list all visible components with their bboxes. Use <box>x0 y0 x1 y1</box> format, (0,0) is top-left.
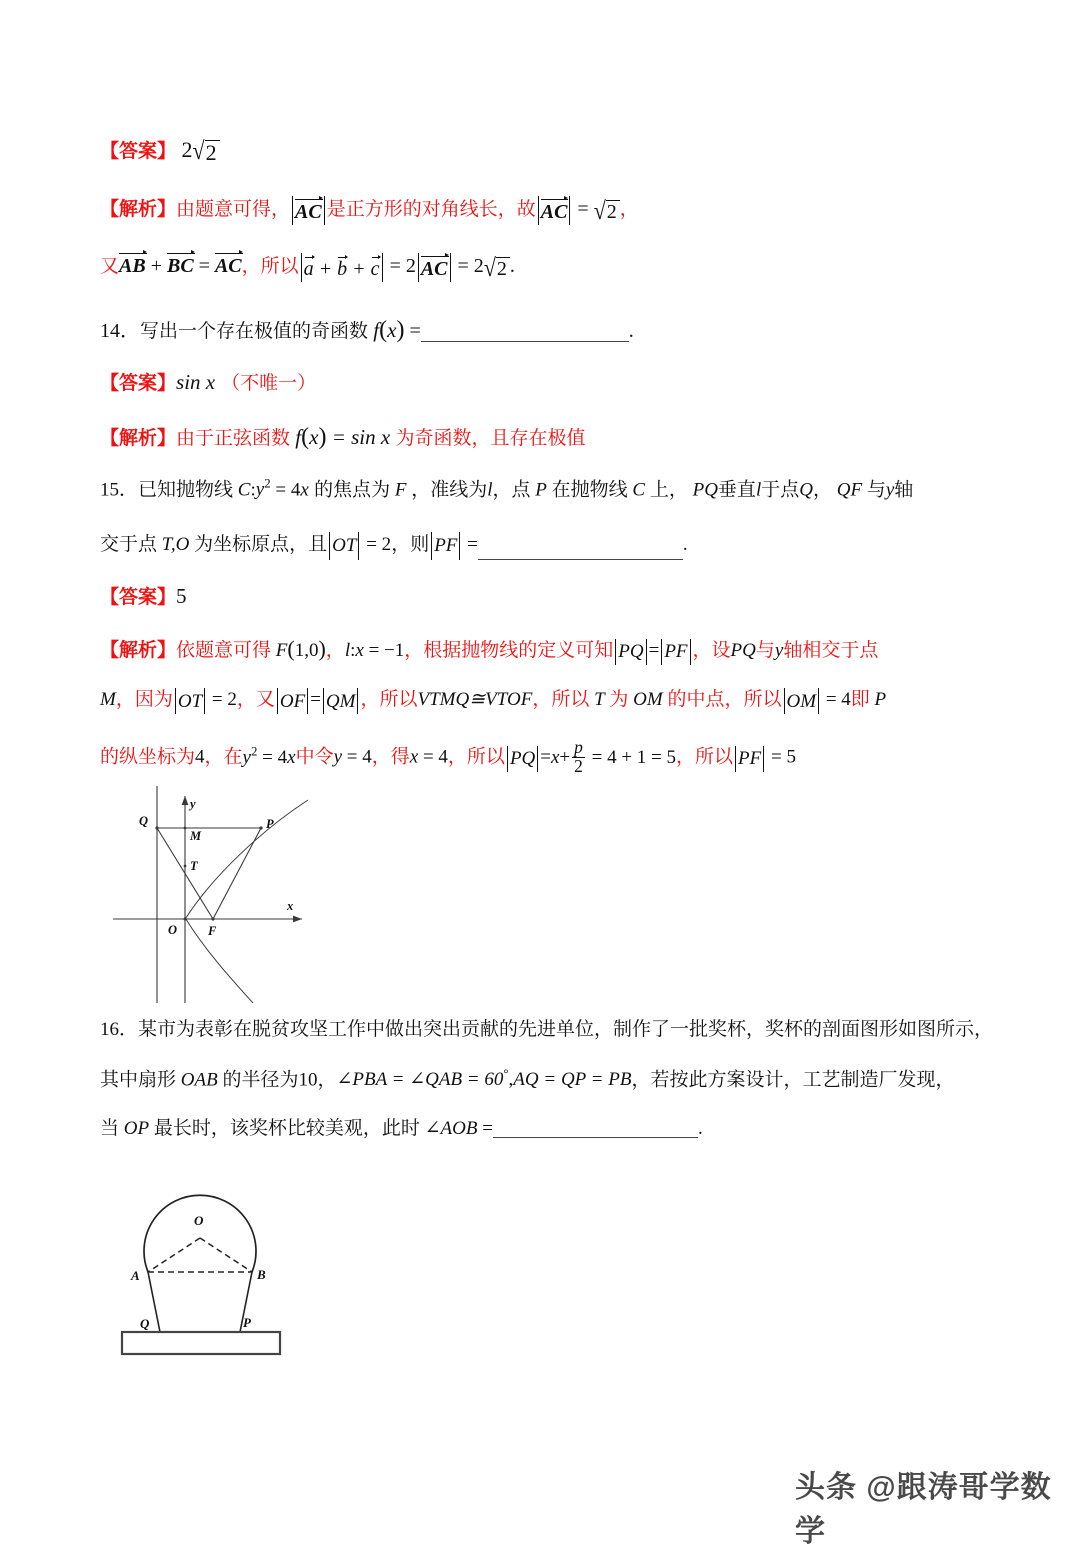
q15-a3-eq2: = 4 <box>346 746 372 768</box>
q14-period: . <box>628 320 634 342</box>
q16-period: . <box>697 1118 703 1139</box>
sector-OAB: OAB <box>180 1069 218 1091</box>
vector-BC: BC <box>166 255 194 278</box>
axis-label-x: x <box>287 899 294 913</box>
q15-a2-text-e: 为 <box>609 689 629 711</box>
q16-number: 16． <box>100 1019 139 1040</box>
q15-a1-text-c: ，设 <box>692 640 731 661</box>
length-QM: QM <box>325 690 356 712</box>
q15-a2-text-c: ，所以 <box>360 689 418 711</box>
q15-a2-text-g: 即 <box>850 689 870 711</box>
q16-stem-line-2 <box>100 1068 954 1089</box>
q14-variable-x: x <box>387 318 397 342</box>
side-AQ <box>148 1272 160 1332</box>
length-OT-2: OT <box>177 690 203 712</box>
q15-text-3: ，准线为 <box>411 479 488 501</box>
q15-text-5: 在抛物线 <box>551 479 628 501</box>
frac-numerator-p: p <box>574 737 583 757</box>
q14-analysis-eq: = sin x <box>331 425 391 449</box>
vector-AC: AC <box>295 200 322 223</box>
point-P-2: P <box>874 689 887 711</box>
q15-a2-text-d: ，所以 <box>532 689 590 711</box>
trophy-diagram <box>100 1175 300 1365</box>
vector-AC-2: AC <box>540 200 568 223</box>
answer-label: 【答案】 <box>100 587 177 608</box>
q15-analysis-line-2 <box>100 688 886 714</box>
q15-a3-eq6: = 5 <box>771 746 796 768</box>
l-var-x: x <box>355 640 364 661</box>
q15-a3-exp: 2 <box>250 743 258 759</box>
q15-text-1: 已知抛物线 <box>138 479 234 501</box>
q15-text-12: 交于点 <box>100 534 158 556</box>
q15-a3-val-4: 4 <box>195 746 205 768</box>
q13-eq-1: = <box>577 198 589 221</box>
q16-text-4: ， <box>317 1069 337 1091</box>
q13-analysis-line-2: 又AB + BC = AC，所以 a + b + c = 2 AC = 2 √ 2 . <box>100 252 515 282</box>
q14-equals: = <box>409 320 421 342</box>
q15-analysis-line-3 <box>100 737 796 777</box>
answer-label: 【答案】 <box>100 141 177 162</box>
q15-segment-PQ: PQ <box>692 479 718 501</box>
q15-text-9: ， <box>812 479 832 501</box>
q16-text-5: ，若按此方案设计，工艺制造厂发现， <box>631 1069 955 1091</box>
q15-analysis-line-1: 【解析】依题意可得 F(1,0)，l:x = −1，根据抛物线的定义可知 PQ = PF ，设PQ与y轴相交于点 <box>100 638 878 665</box>
q15-a2-eq: = 2 <box>211 689 237 711</box>
vector-AC-3: AC <box>214 255 242 278</box>
q15-a2-text-a: ，因为 <box>115 689 173 711</box>
q15-text-14: ，则 <box>391 534 430 556</box>
length-PQ-3: PQ <box>509 748 536 770</box>
q16-radius-10: 10 <box>298 1069 318 1091</box>
q15-a3-eq3: = 4 <box>422 746 448 768</box>
q15-a3-text-e: ，所以 <box>447 746 505 768</box>
q15-segment-QF: QF <box>836 479 863 501</box>
q15-a1-text-e: 轴相交于点 <box>783 640 879 661</box>
label-Q: Q <box>139 814 149 828</box>
q15-text-8: 于点 <box>761 479 800 501</box>
q16-text-3: 的半径为 <box>222 1069 299 1091</box>
q15-var-x: x <box>300 479 309 501</box>
label-O: O <box>194 1213 204 1228</box>
q15-a3-y2: y <box>333 746 343 768</box>
radius-OB <box>200 1238 252 1272</box>
q15-axis-y: y <box>885 479 895 501</box>
q15-line-l: l <box>487 479 493 501</box>
q15-text-4: ，点 <box>492 479 531 501</box>
q15-a3-eq: = 4 <box>262 746 288 768</box>
length-OF: OF <box>279 690 306 712</box>
q13-analysis-line-1: 【解析】由题意可得， AC 是正方形的对角线长，故 AC = √ 2 ， <box>100 195 639 225</box>
length-OM-2: OM <box>786 690 817 712</box>
q15-text-10: 与 <box>866 479 886 501</box>
label-Q: Q <box>140 1316 150 1331</box>
q16-comma: , <box>508 1069 514 1091</box>
base-plate <box>122 1332 280 1354</box>
q15-colon: : <box>250 479 256 501</box>
q15-number: 15． <box>100 479 139 501</box>
q13-period: . <box>509 255 515 278</box>
q13-eq-3: = 2 <box>389 255 416 278</box>
q14-variable-x2: x <box>309 425 319 449</box>
q13-answer-line: 【答案】 2 √ 2 <box>100 139 220 164</box>
q14-stem: 14．写出一个存在极值的奇函数 f(x) = . <box>100 317 634 343</box>
q16-equals: = <box>482 1118 493 1139</box>
length-PF-2: PF <box>664 641 688 663</box>
q16-text-1: 某市为表彰在脱贫攻坚工作中做出突出贡献的先进单位，制作了一批奖杯，奖杯的剖面图形如图所示， <box>138 1019 994 1040</box>
q13-answer-coefficient: 2 <box>181 137 193 162</box>
q15-var-y: y <box>255 479 265 501</box>
q15-a3-text-b: ，在 <box>204 746 243 768</box>
F-args: 1,0 <box>294 640 319 661</box>
q13-eq-2: = <box>198 255 210 278</box>
axis-y-2: y <box>774 640 784 661</box>
segment-equalities: AQ = QP = PB <box>513 1069 632 1091</box>
answer-label: 【答案】 <box>100 373 177 394</box>
length-PF-3: PF <box>738 748 762 770</box>
q15-answer-line <box>100 586 187 607</box>
frac-denominator-2: 2 <box>574 755 583 776</box>
point-M: M <box>100 689 116 711</box>
segment-OP: OP <box>123 1118 150 1139</box>
q16-text-2: 其中扇形 <box>100 1069 177 1091</box>
q15-a3-text-d: ，得 <box>371 746 410 768</box>
q15-stem-line-1 <box>100 478 913 499</box>
q16-stem-line-1 <box>100 1020 993 1039</box>
q14-answer-line <box>100 372 316 393</box>
watermark-text: 头条 @跟涛哥学数学 <box>795 1471 1052 1548</box>
q15-exp-2: 2 <box>264 476 271 491</box>
q14-function-f: f <box>373 318 380 342</box>
axis-label-y: y <box>190 797 196 811</box>
q14-answer-blank[interactable] <box>421 324 629 342</box>
q13-analysis-text-c: 又 <box>100 256 120 278</box>
q15-a3-text-a: 的纵坐标为 <box>100 746 196 768</box>
q15-text-11: 轴 <box>894 479 914 501</box>
point-F-coords: F <box>275 640 288 661</box>
q13-eq-4: = 2 <box>457 255 484 278</box>
label-A: A <box>131 1268 140 1283</box>
q16-stem-line-3 <box>100 1119 703 1138</box>
q13-analysis-text-a: 由题意可得， <box>176 199 291 221</box>
q15-text-7: 垂直 <box>717 479 756 501</box>
q13-answer-radicand: 2 <box>205 140 220 164</box>
q13-analysis-text-b: 是正方形的对角线长，故 <box>326 199 536 221</box>
angle-AOB: ∠AOB <box>424 1118 478 1139</box>
l-colon: : <box>350 640 356 661</box>
q15-eq-1: = 4 <box>275 479 301 501</box>
point-T: T <box>594 689 605 711</box>
radius-OA <box>148 1238 200 1272</box>
q14-answer-math: sin x <box>176 370 216 394</box>
q15-a1-text-a: 依题意可得 <box>176 640 272 661</box>
segment-PQ-2: PQ <box>730 640 756 661</box>
q15-a1-text-b: ，根据抛物线的定义可知 <box>404 640 614 661</box>
q15-text-13: 为坐标原点，且 <box>194 534 328 556</box>
q14-answer-note: （不唯一） <box>221 373 317 394</box>
q16-text-6: 当 <box>100 1118 120 1139</box>
label-F: F <box>208 924 217 938</box>
congruent-triangles: VTMQ≅VTOF <box>417 689 533 711</box>
q15-answer-blank[interactable] <box>478 542 683 560</box>
vector-AC-4: AC <box>420 257 448 280</box>
q15-stem-line-2 <box>100 532 688 560</box>
q15-point-Q: Q <box>799 479 813 501</box>
q13-analysis-text-d: 所以 <box>260 256 299 278</box>
q15-a1-comma: ， <box>325 640 345 661</box>
q15-a3-x: x <box>287 746 296 768</box>
q15-a3-text-f: ，所以 <box>676 746 734 768</box>
q13-radicand-1: 2 <box>606 200 620 222</box>
q13-comma-2: ， <box>241 256 261 278</box>
q16-answer-blank[interactable] <box>493 1120 698 1138</box>
label-P: P <box>243 1315 251 1330</box>
q14-number: 14． <box>100 320 140 342</box>
q15-text-2: 的焦点为 <box>314 479 391 501</box>
q15-a2-eq2: = <box>310 689 321 711</box>
analysis-label: 【解析】 <box>100 428 177 449</box>
q14-function-f2: f <box>295 425 302 449</box>
analysis-label: 【解析】 <box>100 199 177 221</box>
label-O: O <box>168 923 178 937</box>
length-OT: OT <box>332 535 357 557</box>
q15-points-TO: T,O <box>161 534 190 556</box>
q15-curve-C2: C <box>632 479 646 501</box>
q16-text-7: 最长时，该奖杯比较美观，此时 <box>153 1118 420 1139</box>
length-PF: PF <box>434 535 458 557</box>
q15-answer-value: 5 <box>176 584 187 608</box>
q13-comma-1: ， <box>619 199 639 221</box>
q15-a1-eq: = <box>648 640 660 661</box>
q15-text-6: 上， <box>649 479 688 501</box>
q15-a2-text-b: ，又 <box>236 689 275 711</box>
q15-point-P: P <box>535 479 547 501</box>
label-T: T <box>190 859 198 873</box>
q15-a3-xx: x <box>550 746 560 768</box>
angle-equalities: ∠PBA = ∠QAB = 60 <box>336 1069 504 1091</box>
q15-a3-text-c: 中令 <box>295 746 334 768</box>
q15-a2-eq3: = 4 <box>825 689 851 711</box>
q14-stem-text: 写出一个存在极值的奇函数 <box>140 321 369 342</box>
q14-analysis-line: 【解析】由于正弦函数 f(x) = sin x 为奇函数，且存在极值 <box>100 424 586 450</box>
label-M: M <box>190 829 202 843</box>
label-B: B <box>257 1267 266 1282</box>
line-l-def: l <box>344 640 351 661</box>
l-eq: = −1 <box>368 640 405 661</box>
q15-a1-text-d: 与 <box>755 640 775 661</box>
q13-radicand-2: 2 <box>496 257 510 279</box>
q15-a3-y: y <box>242 746 251 768</box>
q15-a2-text-f: 的中点，所以 <box>667 689 782 711</box>
q15-eq-2: = 2 <box>366 534 392 556</box>
q15-point-F: F <box>394 479 407 501</box>
length-PQ: PQ <box>618 641 644 663</box>
degree-symbol: ° <box>503 1066 509 1081</box>
q14-analysis-text-a: 由于正弦函数 <box>176 428 291 449</box>
bowl-arc <box>144 1195 256 1272</box>
q14-analysis-text-b: 为奇函数，且存在极值 <box>395 428 586 449</box>
q15-a3-eq4: = <box>540 746 551 768</box>
q15-period: . <box>682 534 688 556</box>
q13-plus: + <box>150 255 162 278</box>
vector-AB: AB <box>119 255 146 278</box>
segment-OM: OM <box>633 689 663 711</box>
q15-line-l2: l <box>755 479 762 501</box>
q15-a3-x2: x <box>409 746 419 768</box>
q15-a3-eq5: = 4 + 1 = 5 <box>591 746 677 768</box>
q15-eq-3: = <box>467 534 478 556</box>
label-P: P <box>266 817 274 831</box>
analysis-label: 【解析】 <box>100 640 177 661</box>
q15-curve-C: C <box>237 479 251 501</box>
parabola-diagram <box>95 778 425 1003</box>
q15-a3-plus: + <box>559 746 571 768</box>
